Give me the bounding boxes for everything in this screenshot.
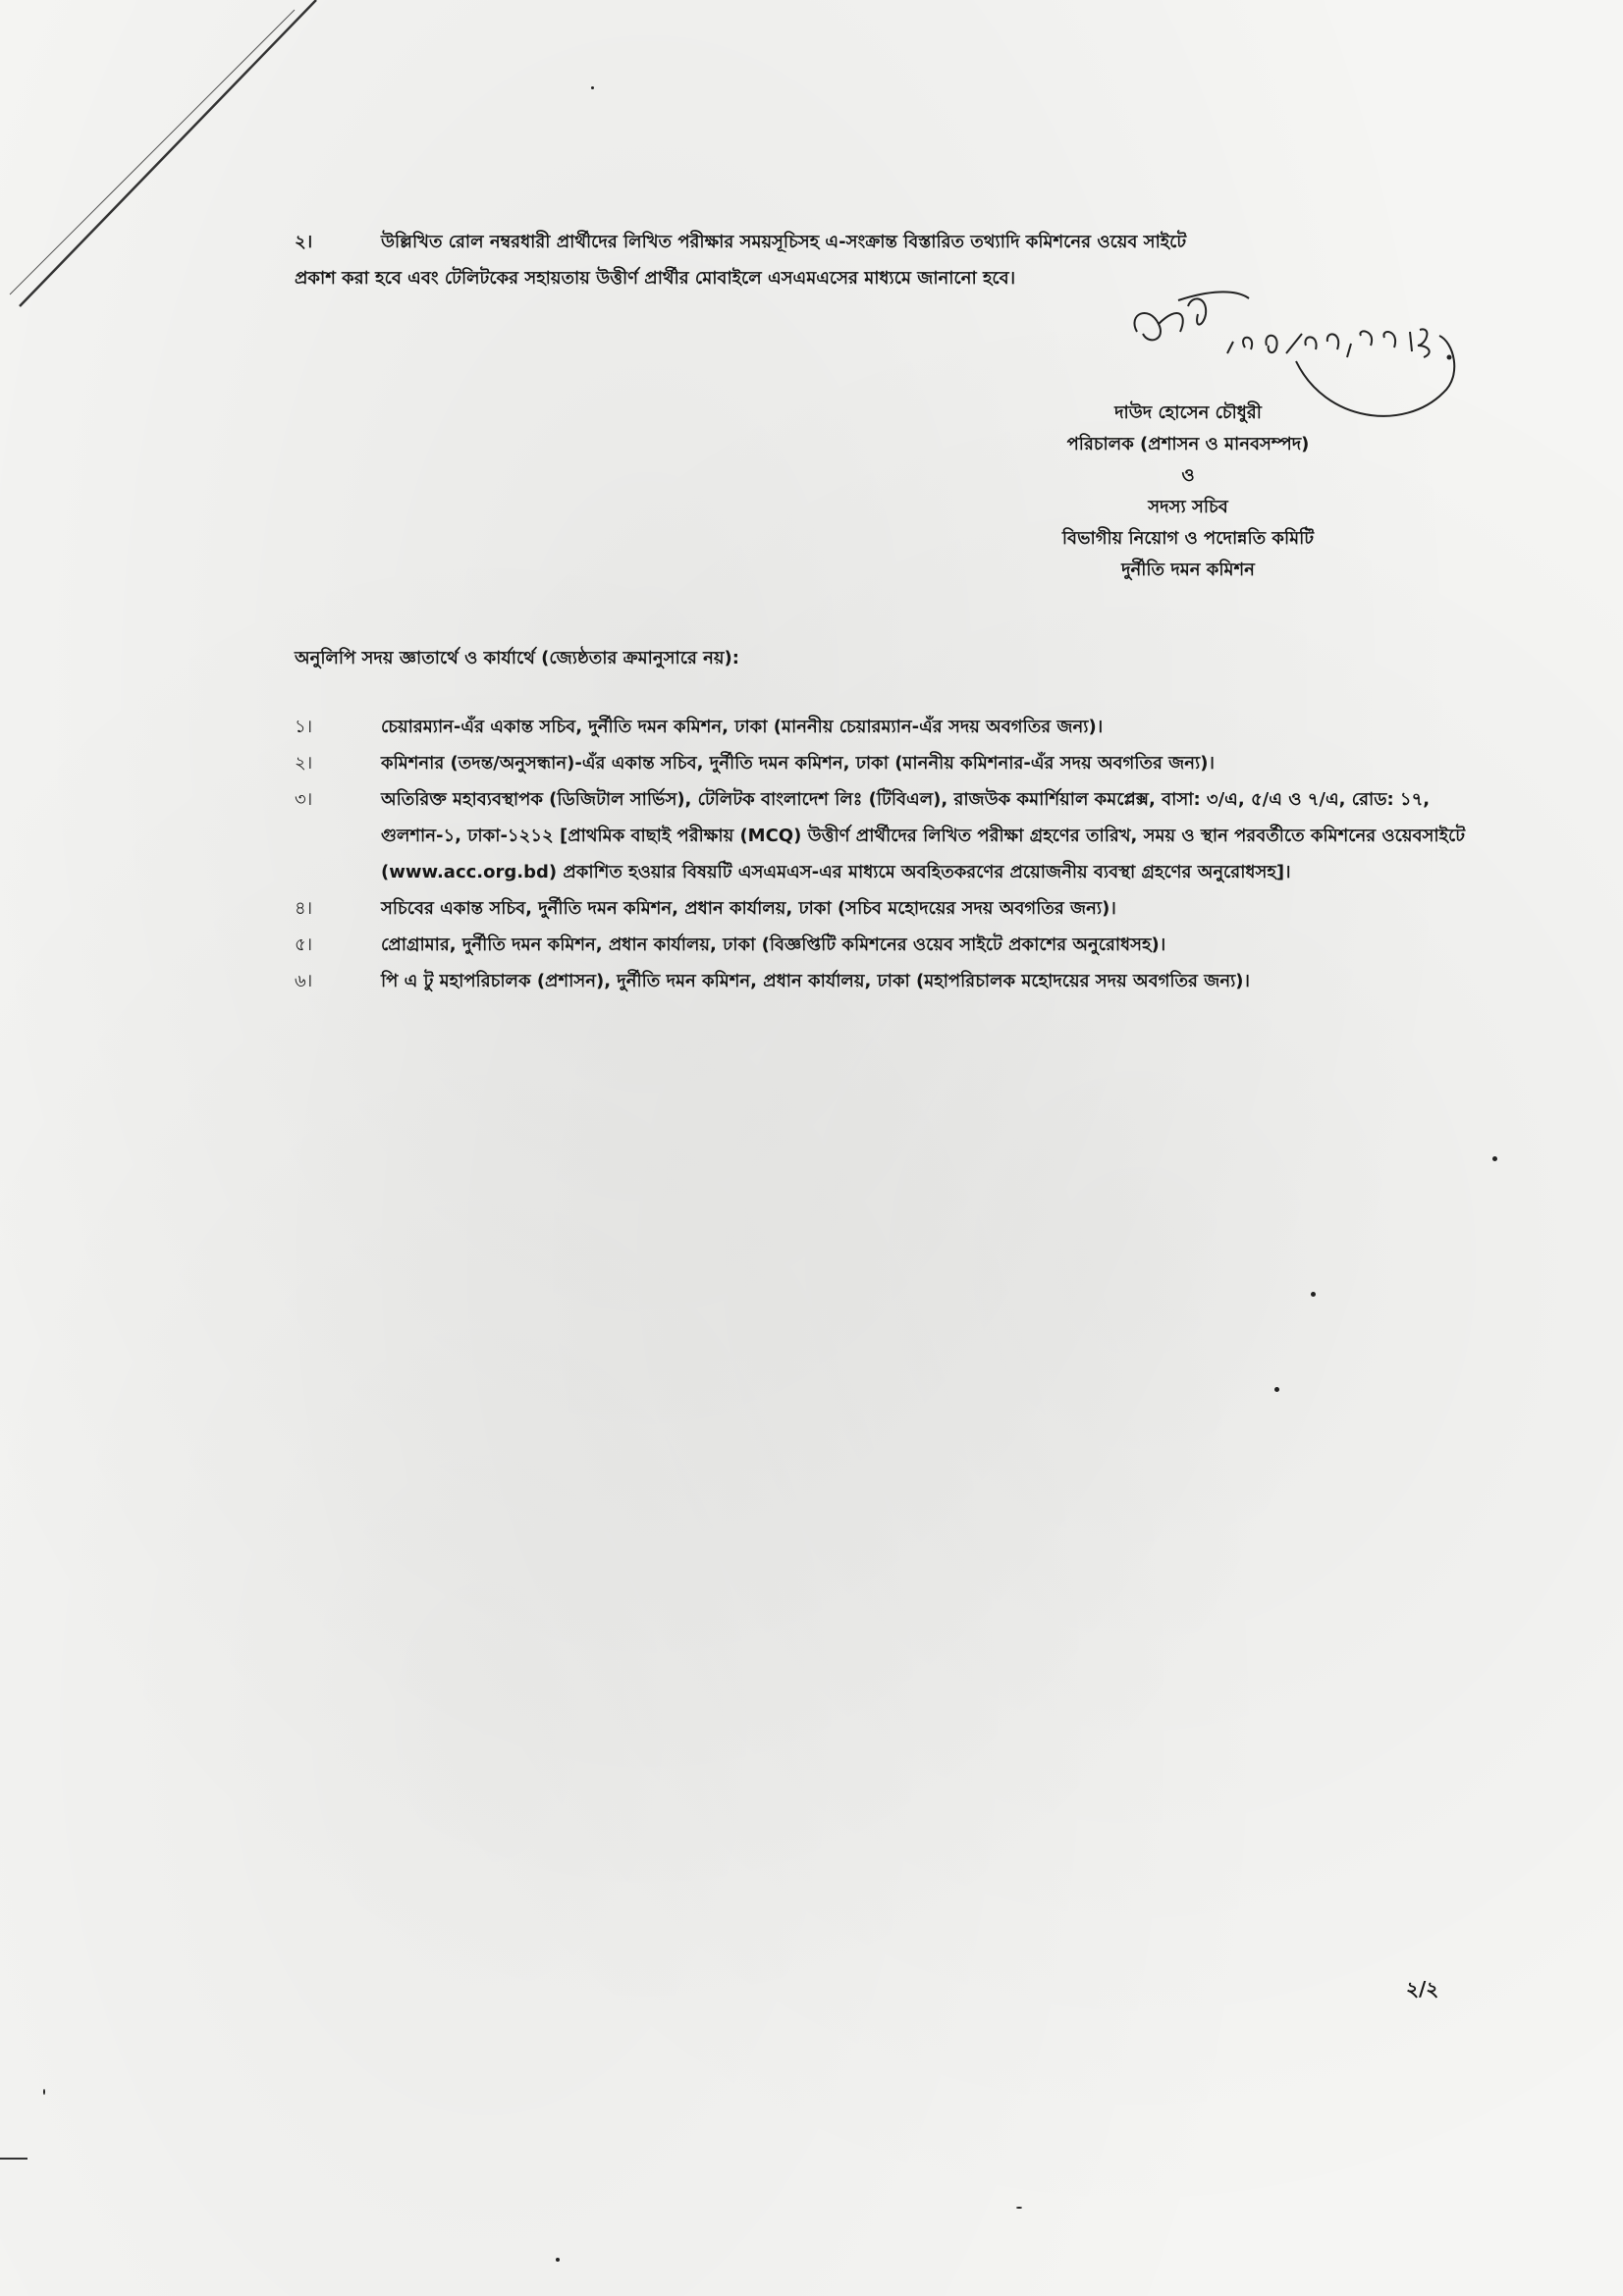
list-item-text: অতিরিক্ত মহাব্যবস্থাপক (ডিজিটাল সার্ভিস), টেলিটক বাংলাদেশ লিঃ (টিবিএল), রাজউক কমার্শিয়াল কমপ্লেক্স, বাসা: ৩/এ, ৫/এ ও ৭/এ, রোড: ১৭, গুলশান-১, ঢাকা-১২১২ [প্রাথমিক বাছাই পরীক্ষায় (MCQ) উত্তীর্ণ প্রার্থীদের লিখিত পরীক্ষা গ্রহণের তারিখ, সময় ও স্থান পরবর্তীতে কমিশনের ওয়েবসাইটে (www.acc.org.bd) প্রকাশিত হওয়ার বিষয়টি এসএমএস-এর মাধ্যমে অবহিতকরণের প্রয়োজনীয় ব্যবস্থা গ্রহণের অনুরোধসহ]। <box>381 789 1466 882</box>
list-item-number: ২। <box>295 753 313 774</box>
list-item-text: প্রোগ্রামার, দুর্নীতি দমন কমিশন, প্রধান কার্যালয়, ঢাকা (বিজ্ঞপ্তিটি কমিশনের ওয়েব সাইটে প্রকাশের অনুরোধসহ)। <box>381 934 1166 955</box>
list-item-number: ৪। <box>295 898 313 919</box>
scan-speck <box>1016 2207 1022 2209</box>
scan-speck <box>43 2089 45 2095</box>
scan-speck <box>591 86 594 89</box>
signatory-name: দাউদ হোসেন চৌধুরী <box>1114 402 1262 423</box>
signatory-committee: বিভাগীয় নিয়োগ ও পদোন্নতি কমিটি <box>1061 528 1315 549</box>
copy-distribution-list <box>295 709 1488 999</box>
list-item <box>295 890 1488 927</box>
list-item-number: ৩। <box>295 789 313 810</box>
signatory-designation: পরিচালক (প্রশাসন ও মানবসম্পদ) <box>1066 434 1310 454</box>
list-item <box>295 781 1488 890</box>
scan-speck <box>556 2258 560 2262</box>
list-item-text: সচিবের একান্ত সচিব, দুর্নীতি দমন কমিশন, প্রধান কার্যালয়, ঢাকা (সচিব মহোদয়ের সদয় অবগতির জন্য)। <box>381 898 1116 919</box>
list-item-number: ৬। <box>295 971 313 991</box>
paragraph-line-1: উল্লিখিত রোল নম্বরধারী প্রার্থীদের লিখিত পরীক্ষার সময়সূচিসহ এ-সংক্রান্ত বিস্তারিত তথ্যাদি কমিশনের ওয়েব সাইটে <box>381 232 1187 252</box>
paragraph-number: ২। <box>295 232 313 252</box>
list-item-text: চেয়ারম্যান-এঁর একান্ত সচিব, দুর্নীতি দমন কমিশন, ঢাকা (মাননীয় চেয়ারম্যান-এঁর সদয় অবগতির জন্য)। <box>381 717 1104 737</box>
copy-distribution-heading: অনুলিপি সদয় জ্ঞাতার্থে ও কার্যার্থে (জ্যেষ্ঠতার ক্রমানুসারে নয়): <box>295 648 739 668</box>
scan-speck <box>1274 1387 1279 1392</box>
page-number: ২/২ <box>1406 1977 1439 2001</box>
list-item-text: কমিশনার (তদন্ত/অনুসন্ধান)-এঁর একান্ত সচিব, দুর্নীতি দমন কমিশন, ঢাকা (মাননীয় কমিশনার-এঁর সদয় অবগতির জন্য)। <box>381 753 1215 774</box>
list-item <box>295 963 1488 999</box>
list-item-number: ১। <box>295 717 313 737</box>
list-item-number: ৫। <box>295 934 313 955</box>
signatory-conjunction: ও <box>1181 465 1195 486</box>
scan-speck <box>1492 1156 1497 1161</box>
signatory-role: সদস্য সচিব <box>1148 497 1228 517</box>
signatory-organization: দুর্নীতি দমন কমিশন <box>1121 560 1255 580</box>
signatory-block <box>982 398 1394 586</box>
scan-speck <box>1311 1292 1316 1297</box>
list-item-text: পি এ টু মহাপরিচালক (প্রশাসন), দুর্নীতি দমন কমিশন, প্রধান কার্যালয়, ঢাকা (মহাপরিচালক মহোদয়ের সদয় অবগতির জন্য)। <box>381 971 1250 991</box>
edge-mark <box>0 2158 27 2160</box>
paragraph-line-2: প্রকাশ করা হবে এবং টেলিটকের সহায়তায় উত্তীর্ণ প্রার্থীর মোবাইলে এসএমএসের মাধ্যমে জানানো হবে। <box>295 268 1016 289</box>
list-item <box>295 709 1488 745</box>
list-item <box>295 745 1488 781</box>
list-item <box>295 927 1488 963</box>
